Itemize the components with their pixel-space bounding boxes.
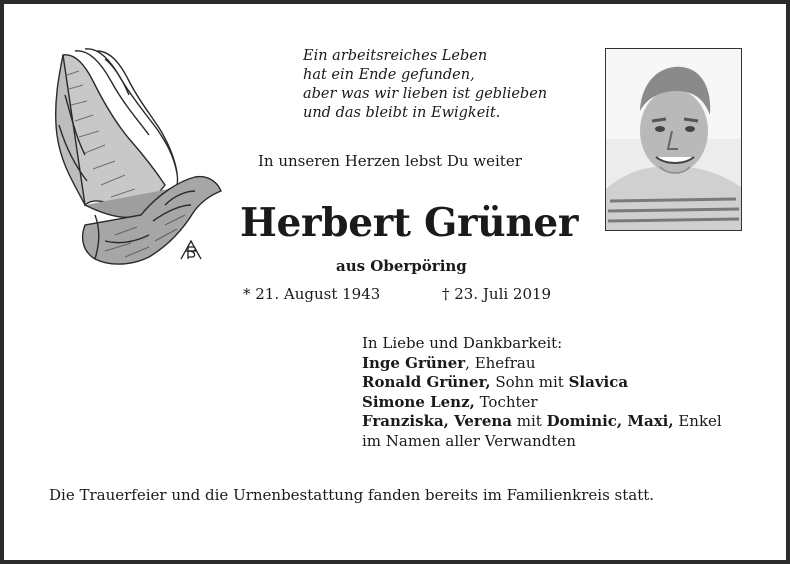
- birth-date: * 21. August 1943: [243, 285, 381, 303]
- mourners-footer: im Namen aller Verwandten: [362, 431, 576, 450]
- mourner-relation: , Ehefrau: [465, 353, 536, 372]
- poem-line: hat ein Ende gefunden,: [303, 67, 475, 83]
- mourner-children: Dominic, Maxi,: [546, 412, 674, 430]
- poem-line: aber was wir lieben ist geblieben: [303, 86, 548, 102]
- mourner-row: [362, 373, 722, 393]
- mourner-name: Simone Lenz,: [362, 392, 475, 411]
- poem-line: Ein arbeitsreiches Leben: [303, 48, 488, 64]
- mourner-row: [362, 393, 722, 413]
- deceased-name: Herbert Grüner: [240, 200, 579, 246]
- praying-hands-image: [45, 45, 225, 270]
- portrait-photo: [605, 48, 742, 231]
- mourners-list: [362, 334, 722, 451]
- mourners-intro: In Liebe und Dankbarkeit:: [362, 334, 563, 352]
- poem: [303, 47, 547, 123]
- deceased-origin: aus Oberpöring: [336, 257, 467, 275]
- mourner-names: Franziska, Verena: [362, 412, 513, 430]
- mourner-name: Inge Grüner: [362, 353, 466, 372]
- mourner-connector: mit: [512, 412, 547, 430]
- mourner-relation: Sohn mit: [490, 373, 569, 391]
- mourner-partner: Slavica: [568, 373, 629, 391]
- mourner-name: Ronald Grüner,: [362, 373, 491, 391]
- mourner-row: [362, 412, 722, 432]
- mourner-relation: Enkel: [673, 412, 722, 430]
- mourner-relation: Tochter: [474, 392, 538, 411]
- mourner-row: [362, 354, 722, 374]
- death-date: † 23. Juli 2019: [442, 285, 552, 303]
- motto: In unseren Herzen lebst Du weiter: [258, 152, 522, 170]
- poem-line: und das bleibt in Ewigkeit.: [303, 105, 501, 121]
- closing-note: Die Trauerfeier und die Urnenbestattung fanden bereits im Familienkreis statt.: [49, 486, 655, 504]
